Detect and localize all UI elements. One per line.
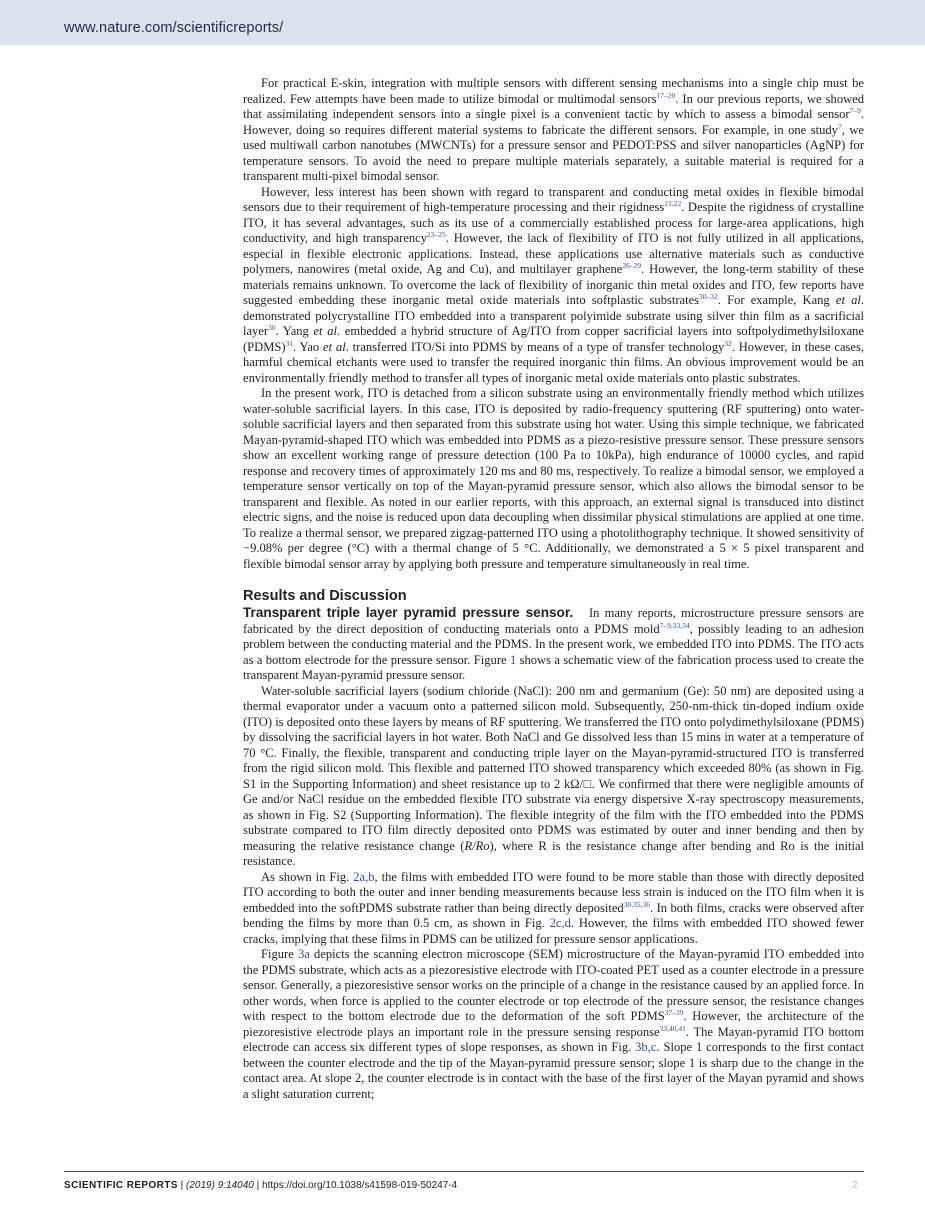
ref-link[interactable]: 30 [268, 323, 276, 332]
ref-link[interactable]: 21,22 [664, 199, 682, 208]
footer-journal: SCIENTIFIC REPORTS [64, 1180, 178, 1191]
page-number: 2 [852, 1180, 858, 1191]
paragraph-results-4: Figure 3a depicts the scanning electron microscope (SEM) microstructure of the Mayan-pyramid ITO embedded into the PDMS substrate, which acts as a piezoresistive electrode with ITO-coated PET used as a counter electrode in a pressure sensor. Generally, a piezoresistive sensor works on the principle of a change in the resistance caused by an applied force. In other words, when force is applied to the counter electrode or top electrode of the pressure sensor, the resistance changes with respect to the bottom electrode due to the deformation of the soft PDMS$^{37-39}$. However, the architecture of the piezoresistive electrode plays an important role in the pressure sensing response$^{33,40,41}$. The Mayan-pyramid ITO bottom electrode can access six different types of slope responses, as shown in Fig. 3b,c. Slope 1 corresponds to the first contact between the counter electrode and the tip of the Mayan-pyramid pressure sensor; slope 1 is sharp due to the change in the contact area. At slope 2, the counter electrode is in contact with the base of the first layer of the Mayan pyramid and shows a slight saturation current; [243, 947, 864, 1101]
paragraph-intro-1: For practical E-skin, integration with multiple sensors with different sensing mechanisms into a single chip must be realized. Few attempts have been made to utilize bimodal or multimodal sensors$^{17-20}$. In our previous reports, we showed that assimilating independent sensors into a single pixel is a convenient tactic by which to assess a bimodal sensor$^{7-9}$. However, doing so requires different material systems to fabricate the different sensors. For example, in one study$^7$, we used multiwall carbon nanotubes (MWCNTs) for a pressure sensor and PEDOT:PSS and silver nanoparticles (AgNP) for temperature sensors. To avoid the need to prepare multiple materials separately, a suitable material is required for a transparent multi-pixel bimodal sensor. [243, 76, 864, 183]
figure-link[interactable]: 3b,c [635, 1040, 657, 1054]
paragraph-results-2: Water-soluble sacrificial layers (sodium chloride (NaCl): 200 nm and germanium (Ge): 50 nm) are deposited using a thermal evaporator under a vacuum onto a patterned silicon mold. Subsequently, 250-nm-thick tin-doped indium oxide (ITO) is deposited onto these layers by means of RF sputtering. We transferred the ITO onto polydimethylsiloxane (PDMS) by dissolving the sacrificial layers in hot water. Both NaCl and Ge dissolved less than 15 mins in water at a temperature of 70 °C. Finally, the flexible, transparent and conducting triple layer on the Mayan-pyramid-structured ITO is transferred from the rigid silicon mold. This flexible and patterned ITO showed transparency which exceeded 80% (as shown in Fig. S1 in the Supporting Information) and sheet resistance up to 2 kΩ/□. We confirmed that there were negligible amounts of Ge and/or NaCl residue on the embedded flexible ITO substrate via energy dispersive X-ray spectroscopy measurements, as shown in Fig. S2 (Supporting Information). The flexible integrity of the film with the ITO embedded into the PDMS substrate compared to ITO film directly deposited onto PDMS was estimated by outer and inner bending and then by measuring the relative resistance change (R/Ro), where R is the resistance change after bending and Ro is the initial resistance. [243, 683, 865, 868]
subsection-heading: Transparent triple layer pyramid pressure sensor. [243, 605, 574, 620]
figure-link[interactable]: 1 [509, 652, 517, 667]
article-body [243, 76, 864, 1102]
footer-rule [64, 1171, 864, 1172]
figure-link[interactable]: 2c,d [549, 916, 571, 930]
ref-link[interactable]: 26–29 [622, 261, 642, 270]
ref-link[interactable]: 33,40,41 [659, 1023, 686, 1033]
journal-url[interactable]: www.nature.com/scientificreports/ [64, 20, 284, 36]
footer-doi-link[interactable]: https://doi.org/10.1038/s41598-019-50247-4 [262, 1180, 458, 1191]
paragraph-results-3: As shown in Fig. 2a,b, the films with embedded ITO were found to be more stable than those with directly deposited ITO according to both the outer and inner bending measurements because less strain is induced on the ITO film when it is embedded into the softPDMS substrate rather than being directly deposited$^{30,35,36}$. In both films, cracks were observed after bending the films by more than 0.5 cm, as shown in Fig. 2c,d. However, the films with embedded ITO showed fewer cracks, implying that these films in PDMS can be utilized for pressure sensor applications. [243, 869, 864, 946]
ref-link[interactable]: 32 [724, 338, 732, 348]
section-heading: Results and Discussion [243, 588, 407, 604]
ref-link[interactable]: 30–32 [699, 292, 718, 301]
ref-link[interactable]: 7 [837, 121, 842, 131]
footer: SCIENTIFIC REPORTS | (2019) 9:14040 | https://doi.org/10.1038/s41598-019-50247-4 [64, 1180, 458, 1191]
paragraph-intro-2: However, less interest has been shown with regard to transparent and conducting metal oxides in flexible bimodal sensors due to their requirement of high-temperature processing and their rigidness$^{21,22}$. Despite the rigidness of crystalline ITO, it has several advantages, such as its use of a commercially established process for large-area applications, high conductivity, and high transparency$^{23-25}$. However, the lack of flexibility of ITO is not fully utilized in all applications, especial in flexible electronic applications. Instead, these applications use alternative materials such as conductive polymers, nanowires (metal oxide, Ag and Cu), and multilayer graphene$^{26-29}$. However, the long-term stability of these materials remains unknown. To overcome the lack of flexibility of inorganic thin metal oxides and ITO, few reports have suggested embedding these inorganic metal oxide materials into softplastic substrates$^{30-32}$. For example, Kang et al. demonstrated polycrystalline ITO embedded into a transparent polyimide substrate using silver thin film as a sacrificial layer$^{30}$. Yang et al. embedded a hybrid structure of Ag/ITO from copper sacrificial layers into softpolydimethylsiloxane (PDMS)$^{31}$. Yao et al. transferred ITO/Si into PDMS by means of a type of transfer technology$^{32}$. However, in these cases, harmful chemical etchants were used to transfer the required inorganic thin films. An obvious improvement would be an environmentally friendly method to transfer all types of inorganic metal oxide materials onto plastic substrates. [243, 184, 865, 385]
ref-link[interactable]: 31 [285, 338, 294, 348]
paragraph-intro-3: In the present work, ITO is detached from a silicon substrate using an environmentally friendly method which utilizes water-soluble sacrificial layers. In this case, ITO is deposited by radio-frequency sputtering (RF sputtering) onto water-soluble sacrificial layers and then separated from this substrate using hot water. Using this simple technique, we fabricated Mayan-pyramid-shaped ITO which was embedded into PDMS as a piezo-resistive pressure sensor. These pressure sensors show an excellent working range of pressure detection (100 Pa to 10kPa), high endurance of 10000 cycles, and rapid response and recovery times of approximately 120 ms and 80 ms, respectively. To realize a bimodal sensor, we employed a temperature sensor vertically on top of the Mayan-pyramid pressure sensor, which also allows the bimodal sensor to be transparent and flexible. As noted in our earlier reports, with this approach, an external signal is transduced into distinct electric signs, and the noise is reduced upon data decoupling when dissimilar physical stimulations are applied at one time. To realize a thermal sensor, we prepared zigzag-patterned ITO using a photolithography technique. It showed sensitivity of −9.08% per degree (°C) with a thermal change of 5 °C. Additionally, we demonstrated a 5 × 5 pixel transparent and flexible bimodal sensor array by applying both pressure and temperature simultaneously in real time. [243, 386, 864, 571]
header-bar [0, 0, 925, 45]
ref-link[interactable]: 7–9 [849, 106, 861, 115]
ref-link[interactable]: 37–39 [664, 1008, 684, 1017]
ref-link[interactable]: 17–20 [656, 90, 676, 100]
ref-link[interactable]: 7–9,33,34 [659, 620, 690, 630]
figure-link[interactable]: 2a,b [353, 869, 375, 884]
footer-citation: (2019) 9:14040 [186, 1180, 254, 1191]
ref-link[interactable]: 23–25 [427, 230, 446, 239]
figure-link[interactable]: 3a [297, 947, 310, 961]
paragraph-results-1: Transparent triple layer pyramid pressure sensor. In many reports, microstructure pressure sensors are fabricated by the direct deposition of conducting materials onto a PDMS mold$^{7-9,33,34}$, possibly leading to an adhesion problem between the conducting material and the PDMS. In the present work, we embedded ITO into PDMS. The ITO acts as a bottom electrode for the pressure sensor. Figure 1 shows a schematic view of the fabrication process used to create the transparent Mayan-pyramid pressure sensor. [243, 605, 865, 682]
ref-link[interactable]: 30,35,36 [623, 899, 650, 909]
